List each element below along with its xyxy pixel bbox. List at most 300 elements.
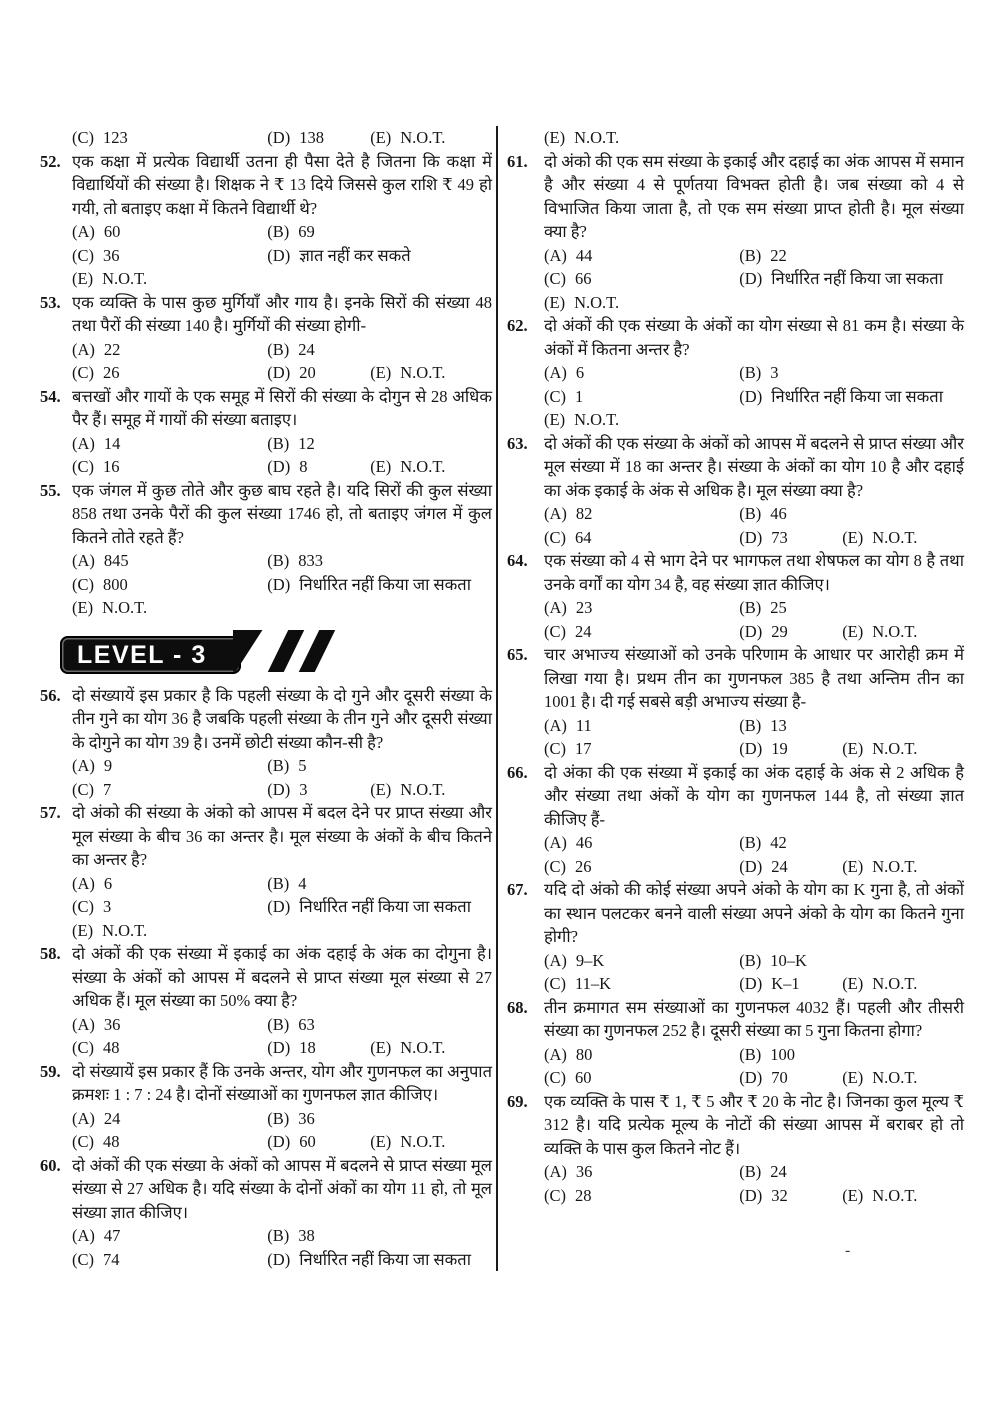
- question-text: एक व्यक्ति के पास कुछ मुर्गियाँ और गाय है। इनके सिरों की संख्या 48 तथा पैरों की संख्या 140 है। मुर्गियों की संख्या होगी-: [72, 292, 492, 335]
- option-label: (C): [72, 363, 94, 382]
- answer-option: [544, 737, 739, 761]
- answer-option: [72, 361, 267, 385]
- option-value: 36: [575, 1162, 593, 1181]
- answer-option: [739, 737, 842, 761]
- option-label: (E): [370, 363, 392, 382]
- option-value: 14: [103, 433, 121, 453]
- answer-option: [739, 267, 964, 291]
- answer-option: [544, 972, 739, 996]
- option-label: (D): [267, 1249, 291, 1269]
- option-label: (D): [267, 574, 291, 594]
- question-block: [40, 684, 492, 802]
- answer-option: [544, 1043, 739, 1067]
- option-label: (A): [544, 245, 567, 265]
- question-number: 56.: [40, 685, 61, 705]
- answer-option: [267, 338, 492, 362]
- answer-option: [544, 526, 739, 550]
- answer-option: [267, 1013, 492, 1037]
- question-body: [544, 996, 964, 1090]
- banner-stripe-icon: [299, 630, 335, 672]
- question-text: दो अंका की एक संख्या में इकाई का अंक दहाई के अंक से 2 अधिक है और संख्या तथा अंकों के योग का गुणनफल 144 है, तो संख्या ज्ञात कीजिए हैं-: [544, 762, 964, 829]
- option-value: N.O.T.: [872, 621, 918, 641]
- option-value: N.O.T.: [400, 457, 446, 476]
- question-number: 65.: [507, 645, 528, 664]
- question-text: बत्तखों और गायों के एक समूह में सिरों की संख्या के दोगुन से 28 अधिक पैर हैं। समूह में गायों की संख्या बताइए।: [72, 386, 492, 429]
- carryover-options-block: [507, 126, 964, 150]
- answer-option: [544, 385, 739, 409]
- answer-option: [72, 455, 267, 479]
- question-block: [40, 479, 492, 620]
- option-label: (C): [544, 856, 566, 876]
- option-label: (C): [544, 621, 566, 641]
- question-body: [544, 878, 964, 996]
- option-label: (A): [72, 1226, 95, 1245]
- question-text: दो अंकों की एक संख्या के अंकों को आपस में बदलने से प्राप्त संख्या और मूल संख्या में 18 का अन्तर है। संख्या के अंकों का योग 10 है और दहाई का अंक इकाई के अंक से अधिक है। मूल संख्या क्या है?: [544, 433, 964, 500]
- option-row: [544, 291, 964, 315]
- question-text: दो संख्यायें इस प्रकार है कि पहली संख्या के दो गुने और दूसरी संख्या के तीन गुने का योग 36 है जबकि पहली संख्या के तीन गुने और दूसरी संख्या के दोगुने का योग 39 है। उनमें छोटी संख्या कौन-सी है?: [72, 685, 492, 752]
- question-number: 61.: [507, 151, 528, 171]
- option-label: (B): [739, 504, 762, 523]
- answer-option: [739, 949, 964, 973]
- answer-option: [842, 1184, 964, 1208]
- option-label: (C): [72, 128, 94, 147]
- option-row: [544, 831, 964, 855]
- option-value: 46: [770, 504, 787, 523]
- option-row: [544, 244, 964, 268]
- option-row: [72, 1036, 492, 1060]
- question-number: 69.: [507, 1091, 528, 1111]
- option-value: N.O.T.: [102, 920, 148, 940]
- option-value: 8: [299, 457, 308, 476]
- answer-option: [72, 1107, 267, 1131]
- question-block: [40, 1060, 492, 1154]
- question-block: [507, 549, 964, 643]
- option-label: (B): [739, 363, 762, 382]
- option-value: 24: [298, 339, 315, 359]
- option-label: (B): [739, 833, 762, 852]
- answer-option: [72, 754, 267, 778]
- option-label: (A): [544, 1162, 567, 1181]
- option-value: 138: [299, 128, 324, 147]
- answer-option: [267, 1107, 492, 1131]
- option-label: (E): [544, 292, 566, 312]
- option-value: ज्ञात नहीं कर सकते: [299, 245, 411, 265]
- option-value: N.O.T.: [574, 292, 620, 312]
- option-value: 4: [298, 873, 307, 893]
- option-value: निर्धारित नहीं किया जा सकता: [299, 897, 471, 916]
- answer-option: [267, 872, 492, 896]
- answer-option: [370, 361, 492, 385]
- option-value: 82: [575, 504, 593, 523]
- option-label: (E): [544, 128, 566, 147]
- option-row: [544, 596, 964, 620]
- option-row: [544, 361, 964, 385]
- option-label: (B): [267, 1226, 290, 1245]
- option-value: 833: [298, 551, 324, 570]
- answer-option: [267, 126, 370, 150]
- right-column: [498, 126, 964, 1271]
- option-value: 38: [298, 1226, 315, 1245]
- option-value: 3: [299, 779, 308, 799]
- question-body: [72, 479, 492, 620]
- option-label: (C): [72, 1249, 94, 1269]
- option-label: (C): [72, 1132, 94, 1151]
- question-body: [72, 385, 492, 479]
- option-value: N.O.T.: [574, 410, 620, 429]
- option-label: (D): [739, 739, 763, 758]
- option-label: (E): [72, 920, 94, 940]
- option-row: [72, 220, 492, 244]
- question-block: [507, 1090, 964, 1208]
- answer-option: [739, 385, 964, 409]
- option-label: (E): [544, 410, 566, 429]
- option-label: (D): [739, 974, 763, 993]
- option-row: [544, 526, 964, 550]
- question-block: [507, 314, 964, 432]
- option-value: 18: [299, 1038, 316, 1057]
- option-label: (A): [72, 433, 95, 453]
- option-label: (E): [370, 779, 392, 799]
- answer-option: [739, 1160, 964, 1184]
- option-row: [72, 549, 492, 573]
- option-value: 25: [770, 598, 787, 617]
- option-value: 100: [770, 1044, 796, 1064]
- question-number: 57.: [40, 803, 61, 822]
- option-value: N.O.T.: [400, 363, 446, 382]
- answer-option: [267, 220, 492, 244]
- option-label: (B): [739, 950, 762, 970]
- answer-option: [544, 596, 739, 620]
- option-row: [72, 267, 492, 291]
- option-row: [544, 126, 964, 150]
- option-row: [72, 432, 492, 456]
- option-label: (A): [544, 598, 567, 617]
- option-label: (D): [267, 363, 291, 382]
- option-value: N.O.T.: [400, 128, 446, 147]
- option-row: [72, 1107, 492, 1131]
- question-text: तीन क्रमागत सम संख्याओं का गुणनफल 4032 हैं। पहली और तीसरी संख्या का गुणनफल 252 है। दूसरी संख्या का 5 गुना कितना होगा?: [544, 997, 964, 1040]
- option-value: 20: [299, 363, 316, 382]
- level-banner: [60, 628, 492, 676]
- option-row: [544, 502, 964, 526]
- answer-option: [544, 620, 739, 644]
- question-number: 62.: [507, 316, 528, 335]
- option-label: (B): [739, 598, 762, 617]
- option-value: 46: [575, 833, 593, 852]
- option-value: 10–K: [770, 950, 807, 970]
- option-value: 3: [103, 897, 112, 916]
- option-value: N.O.T.: [400, 1132, 446, 1151]
- option-value: 845: [103, 551, 129, 570]
- option-label: (A): [544, 715, 567, 735]
- option-label: (A): [544, 1044, 567, 1064]
- level-banner-label: LEVEL - 3: [60, 636, 241, 674]
- answer-option: [267, 432, 492, 456]
- question-number: 64.: [507, 551, 528, 570]
- answer-option: [739, 1066, 842, 1090]
- answer-option: [739, 855, 842, 879]
- option-value: 36: [103, 1014, 121, 1034]
- option-value: निर्धारित नहीं किया जा सकता: [299, 1249, 471, 1269]
- option-row: [72, 338, 492, 362]
- answer-option: [544, 714, 739, 738]
- answer-option: [544, 831, 739, 855]
- option-value: N.O.T.: [872, 856, 918, 876]
- question-body: [544, 761, 964, 879]
- option-label: (B): [267, 339, 290, 359]
- option-value: 26: [575, 856, 592, 876]
- option-row: [72, 1013, 492, 1037]
- option-value: N.O.T.: [400, 779, 446, 799]
- left-column: [40, 126, 492, 1271]
- option-value: 24: [770, 1162, 787, 1181]
- option-label: (B): [267, 1108, 290, 1128]
- option-value: 63: [298, 1014, 315, 1034]
- answer-option: [72, 1130, 267, 1154]
- question-text: यदि दो अंको की कोई संख्या अपने अंको के योग का K गुना है, तो अंकों का स्थान पलटकर बनने वाली संख्या अपने अंको के योग का कितने गुना होगी?: [544, 880, 964, 946]
- option-value: 22: [103, 339, 121, 359]
- answer-option: [739, 620, 842, 644]
- answer-option: [370, 778, 492, 802]
- option-label: (C): [72, 1038, 94, 1057]
- option-label: (B): [267, 222, 290, 241]
- question-number: 59.: [40, 1061, 61, 1081]
- option-label: (E): [842, 856, 864, 876]
- option-label: (D): [267, 779, 291, 799]
- option-label: (E): [842, 1185, 864, 1205]
- answer-option: [739, 714, 964, 738]
- option-value: 24: [103, 1108, 121, 1128]
- option-value: N.O.T.: [102, 598, 148, 617]
- question-block: [507, 643, 964, 761]
- option-row: [544, 267, 964, 291]
- question-block: [40, 385, 492, 479]
- question-number: 53.: [40, 292, 61, 312]
- option-value: 5: [298, 756, 307, 775]
- option-label: (D): [739, 269, 763, 288]
- answer-option: [544, 949, 739, 973]
- question-block: [507, 996, 964, 1090]
- option-label: (D): [739, 1185, 763, 1205]
- option-label: (B): [739, 1044, 762, 1064]
- answer-option: [267, 244, 492, 268]
- option-value: 32: [771, 1185, 788, 1205]
- answer-option: [544, 126, 739, 150]
- option-value: 22: [770, 245, 787, 265]
- option-value: 60: [103, 222, 121, 241]
- option-value: 69: [298, 222, 315, 241]
- answer-option: [72, 573, 267, 597]
- option-value: 28: [575, 1185, 592, 1205]
- question-text: दो संख्यायें इस प्रकार हैं कि उनके अन्तर, योग और गुणनफल का अनुपात क्रमशः 1 : 7 : 24 है। दोनों संख्याओं का गुणनफल ज्ञात कीजिए।: [72, 1061, 492, 1104]
- option-label: (C): [544, 1185, 566, 1205]
- option-label: (A): [544, 950, 567, 970]
- question-body: [544, 549, 964, 643]
- option-label: (D): [267, 1132, 291, 1151]
- answer-option: [72, 267, 267, 291]
- question-body: [544, 643, 964, 761]
- answer-option: [267, 1036, 370, 1060]
- option-value: निर्धारित नहीं किया जा सकता: [771, 269, 943, 288]
- answer-option: [267, 895, 492, 919]
- answer-option: [267, 778, 370, 802]
- question-number: 68.: [507, 997, 528, 1017]
- answer-option: [72, 778, 267, 802]
- option-row: [544, 1184, 964, 1208]
- answer-option: [544, 408, 739, 432]
- option-label: (C): [72, 897, 94, 916]
- question-block: [40, 150, 492, 291]
- answer-option: [544, 267, 739, 291]
- option-value: 13: [770, 715, 787, 735]
- option-label: (D): [267, 457, 291, 476]
- option-row: [72, 895, 492, 919]
- option-row: [544, 737, 964, 761]
- option-row: [72, 1224, 492, 1248]
- option-row: [72, 361, 492, 385]
- option-value: N.O.T.: [872, 527, 918, 547]
- option-label: (B): [267, 873, 290, 893]
- answer-option: [544, 855, 739, 879]
- option-value: 64: [575, 527, 592, 547]
- answer-option: [72, 244, 267, 268]
- question-block: [507, 150, 964, 315]
- question-body: [544, 126, 964, 150]
- question-number: [507, 126, 544, 150]
- answer-option: [842, 737, 964, 761]
- question-text: दो अंको की एक सम संख्या के इकाई और दहाई का अंक आपस में समान है और संख्या 4 से पूर्णतया विभक्त होती है। जब संख्या को 4 से विभाजित किया जाता है, तो एक सम संख्या प्राप्त होती है। मूल संख्या क्या है?: [544, 151, 964, 241]
- option-value: 29: [771, 621, 788, 641]
- question-body: [72, 1154, 492, 1272]
- option-label: (D): [739, 386, 763, 406]
- option-value: 1: [575, 386, 584, 406]
- question-body: [72, 291, 492, 385]
- answer-option: [739, 1184, 842, 1208]
- option-value: 36: [103, 245, 120, 265]
- option-label: (C): [72, 245, 94, 265]
- answer-option: [544, 291, 739, 315]
- answer-option: [370, 126, 492, 150]
- option-label: (A): [544, 363, 567, 382]
- question-block: [507, 761, 964, 879]
- question-body: [72, 684, 492, 802]
- option-value: N.O.T.: [872, 739, 918, 758]
- option-label: (E): [370, 1038, 392, 1057]
- question-number: 58.: [40, 944, 61, 963]
- banner-stripe-triangle-icon: [233, 630, 263, 672]
- option-value: 42: [770, 833, 787, 852]
- option-row: [72, 244, 492, 268]
- question-body: [72, 150, 492, 291]
- option-label: (B): [267, 551, 290, 570]
- option-label: (C): [544, 974, 566, 993]
- question-body: [544, 1090, 964, 1208]
- answer-option: [72, 1036, 267, 1060]
- option-label: (C): [544, 739, 566, 758]
- page-body: [40, 126, 964, 1271]
- option-label: (C): [544, 527, 566, 547]
- answer-option: [72, 895, 267, 919]
- question-number: 55.: [40, 480, 61, 500]
- question-text: दो अंकों की एक संख्या के अंकों को आपस में बदलने से प्राप्त संख्या मूल संख्या से 27 अधिक है। यदि संख्या के दोनों अंकों का योग 11 हो, तो मूल संख्या ज्ञात कीजिए।: [72, 1155, 492, 1222]
- option-row: [544, 855, 964, 879]
- answer-option: [267, 1248, 492, 1272]
- question-text: एक कक्षा में प्रत्येक विद्यार्थी उतना ही पैसा देते है जितना कि कक्षा में विद्यार्थियों की संख्या है। शिक्षक ने ₹ 13 दिये जिससे कुल राशि ₹ 49 हो गयी, तो बताइए कक्षा में कितने विद्यार्थी थे?: [72, 151, 492, 218]
- option-value: 17: [575, 739, 592, 758]
- option-label: (C): [544, 386, 566, 406]
- option-value: 60: [299, 1132, 316, 1151]
- option-label: (D): [739, 856, 763, 876]
- option-row: [72, 1130, 492, 1154]
- answer-option: [739, 972, 842, 996]
- question-block: [40, 291, 492, 385]
- option-value: 70: [771, 1068, 788, 1087]
- question-text: दो अंकों की एक संख्या में इकाई का अंक दहाई के अंक का दोगुना है। संख्या के अंकों को आपस में बदलने से प्राप्त संख्या मूल संख्या से 27 अधिक हैं। मूल संख्या का 50% क्या है?: [72, 944, 492, 1010]
- answer-option: [544, 361, 739, 385]
- question-block: [507, 878, 964, 996]
- option-label: (D): [739, 621, 763, 641]
- option-label: (D): [267, 1038, 291, 1057]
- option-label: (E): [842, 621, 864, 641]
- option-value: 73: [771, 527, 788, 547]
- option-label: (B): [267, 1014, 290, 1034]
- carryover-options-block: [40, 126, 492, 150]
- answer-option: [739, 596, 964, 620]
- answer-option: [739, 831, 964, 855]
- answer-option: [267, 455, 370, 479]
- question-block: [40, 942, 492, 1060]
- answer-option: [72, 872, 267, 896]
- option-label: (E): [842, 974, 864, 993]
- answer-option: [739, 502, 964, 526]
- option-label: (B): [739, 245, 762, 265]
- answer-option: [72, 1013, 267, 1037]
- option-value: 11: [575, 715, 592, 735]
- answer-option: [72, 549, 267, 573]
- option-label: (B): [267, 433, 290, 453]
- answer-option: [72, 919, 267, 943]
- question-body: [72, 801, 492, 942]
- answer-option: [544, 1160, 739, 1184]
- question-text: एक संख्या को 4 से भाग देने पर भागफल तथा शेषफल का योग 8 है तथा उनके वर्गों का योग 34 है, वह संख्या ज्ञात कीजिए।: [544, 551, 964, 594]
- answer-option: [544, 244, 739, 268]
- answer-option: [370, 455, 492, 479]
- option-row: [544, 949, 964, 973]
- answer-option: [267, 754, 492, 778]
- question-number: 67.: [507, 880, 528, 899]
- answer-option: [267, 1130, 370, 1154]
- answer-option: [842, 972, 964, 996]
- answer-option: [739, 1043, 964, 1067]
- option-label: (B): [739, 1162, 762, 1181]
- option-value: 11–K: [575, 974, 612, 993]
- question-text: दो अंको की संख्या के अंको को आपस में बदल देने पर प्राप्त संख्या और मूल संख्या के बीच 36 का अन्तर है। मूल संख्या के अंकों के बीच कितने का अन्तर है?: [72, 803, 492, 869]
- option-row: [72, 754, 492, 778]
- option-label: (C): [72, 574, 94, 594]
- answer-option: [842, 526, 964, 550]
- option-row: [544, 1066, 964, 1090]
- option-label: (D): [739, 1068, 763, 1087]
- option-label: (E): [842, 527, 864, 547]
- option-row: [544, 1160, 964, 1184]
- option-value: 6: [103, 873, 113, 893]
- option-row: [544, 385, 964, 409]
- answer-option: [370, 1036, 492, 1060]
- option-label: (D): [739, 527, 763, 547]
- question-body: [72, 942, 492, 1060]
- option-value: 44: [575, 245, 593, 265]
- question-block: [40, 801, 492, 942]
